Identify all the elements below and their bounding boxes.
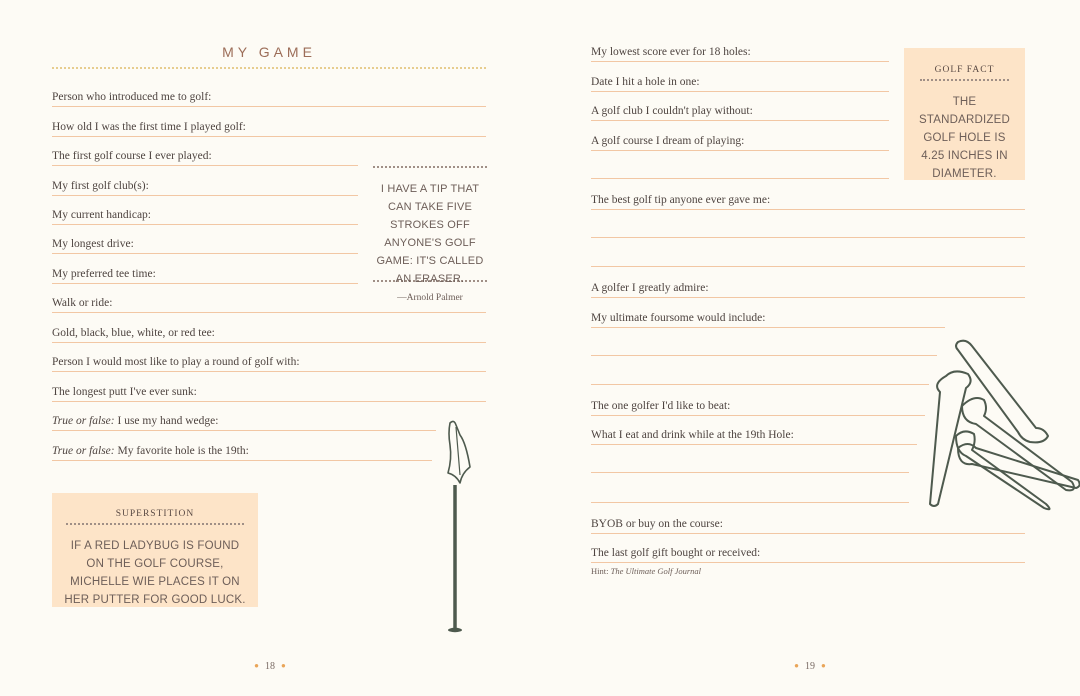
- quote-text: I HAVE A TIP THAT CAN TAKE FIVE STROKES OFF ANYONE'S GOLF GAME: IT'S CALLED AN ERASER.: [376, 183, 484, 285]
- golf-tees-icon: [918, 336, 1080, 514]
- field-last-gift[interactable]: The last golf gift bought or received:: [591, 546, 1025, 563]
- superstition-divider: [66, 523, 244, 525]
- field-first-clubs[interactable]: My first golf club(s):: [52, 179, 358, 196]
- field-dream-partner[interactable]: Person I would most like to play a round of golf with:: [52, 355, 486, 372]
- field-tee-color[interactable]: Gold, black, blue, white, or red tee:: [52, 326, 486, 343]
- field-favorite-club[interactable]: A golf club I couldn't play without:: [591, 104, 889, 121]
- field-hole-in-one-date[interactable]: Date I hit a hole in one:: [591, 75, 889, 92]
- blank-line[interactable]: [591, 178, 889, 179]
- blank-line[interactable]: [591, 266, 1025, 267]
- field-introduced-by[interactable]: Person who introduced me to golf:: [52, 90, 486, 107]
- field-first-age[interactable]: How old I was the first time I played golf:: [52, 120, 486, 137]
- page-title: MY GAME: [222, 44, 316, 60]
- blank-line[interactable]: [591, 472, 909, 473]
- field-dream-course[interactable]: A golf course I dream of playing:: [591, 134, 889, 151]
- page-number-left: ● 18 ●: [254, 661, 286, 672]
- page-number-right: ● 19 ●: [794, 661, 826, 672]
- blank-line[interactable]: [591, 237, 1025, 238]
- field-preferred-tee-time[interactable]: My preferred tee time:: [52, 267, 358, 284]
- blank-line[interactable]: [591, 355, 937, 356]
- blank-line[interactable]: [591, 502, 909, 503]
- title-divider: [52, 67, 486, 69]
- blank-line[interactable]: [591, 384, 929, 385]
- quote-author: —Arnold Palmer: [397, 293, 463, 303]
- golf-fact-divider: [920, 79, 1009, 81]
- golf-flag-icon: [440, 415, 476, 637]
- quote-box: [373, 166, 487, 303]
- field-longest-drive[interactable]: My longest drive:: [52, 237, 358, 254]
- hint-text: Hint: The Ultimate Golf Journal: [591, 566, 702, 576]
- field-first-course[interactable]: The first golf course I ever played:: [52, 149, 358, 166]
- field-current-handicap[interactable]: My current handicap:: [52, 208, 358, 225]
- field-byob[interactable]: BYOB or buy on the course:: [591, 517, 1025, 534]
- golf-fact-text: THE STANDARDIZED GOLF HOLE IS 4.25 INCHES IN DIAMETER.: [919, 96, 1010, 180]
- field-golfer-to-beat[interactable]: The one golfer I'd like to beat:: [591, 399, 925, 416]
- field-ultimate-foursome[interactable]: My ultimate foursome would include:: [591, 311, 945, 328]
- field-hand-wedge[interactable]: True or false: I use my hand wedge:: [52, 414, 436, 431]
- superstition-box: [52, 493, 258, 607]
- field-19th-hole[interactable]: What I eat and drink while at the 19th Hole:: [591, 428, 917, 445]
- superstition-text: IF A RED LADYBUG IS FOUND ON THE GOLF COURSE, MICHELLE WIE PLACES IT ON HER PUTTER FOR GOOD LUCK.: [64, 540, 246, 606]
- superstition-heading: SUPERSTITION: [115, 509, 195, 519]
- field-best-tip[interactable]: The best golf tip anyone ever gave me:: [591, 193, 1025, 210]
- field-lowest-score[interactable]: My lowest score ever for 18 holes:: [591, 45, 889, 62]
- field-admired-golfer[interactable]: A golfer I greatly admire:: [591, 281, 1025, 298]
- field-walk-or-ride[interactable]: Walk or ride:: [52, 296, 486, 313]
- field-longest-putt[interactable]: The longest putt I've ever sunk:: [52, 385, 486, 402]
- field-favorite-hole[interactable]: True or false: My favorite hole is the 19th:: [52, 444, 432, 461]
- golf-fact-box: [904, 48, 1025, 180]
- golf-fact-heading: GOLF FACT: [934, 65, 995, 75]
